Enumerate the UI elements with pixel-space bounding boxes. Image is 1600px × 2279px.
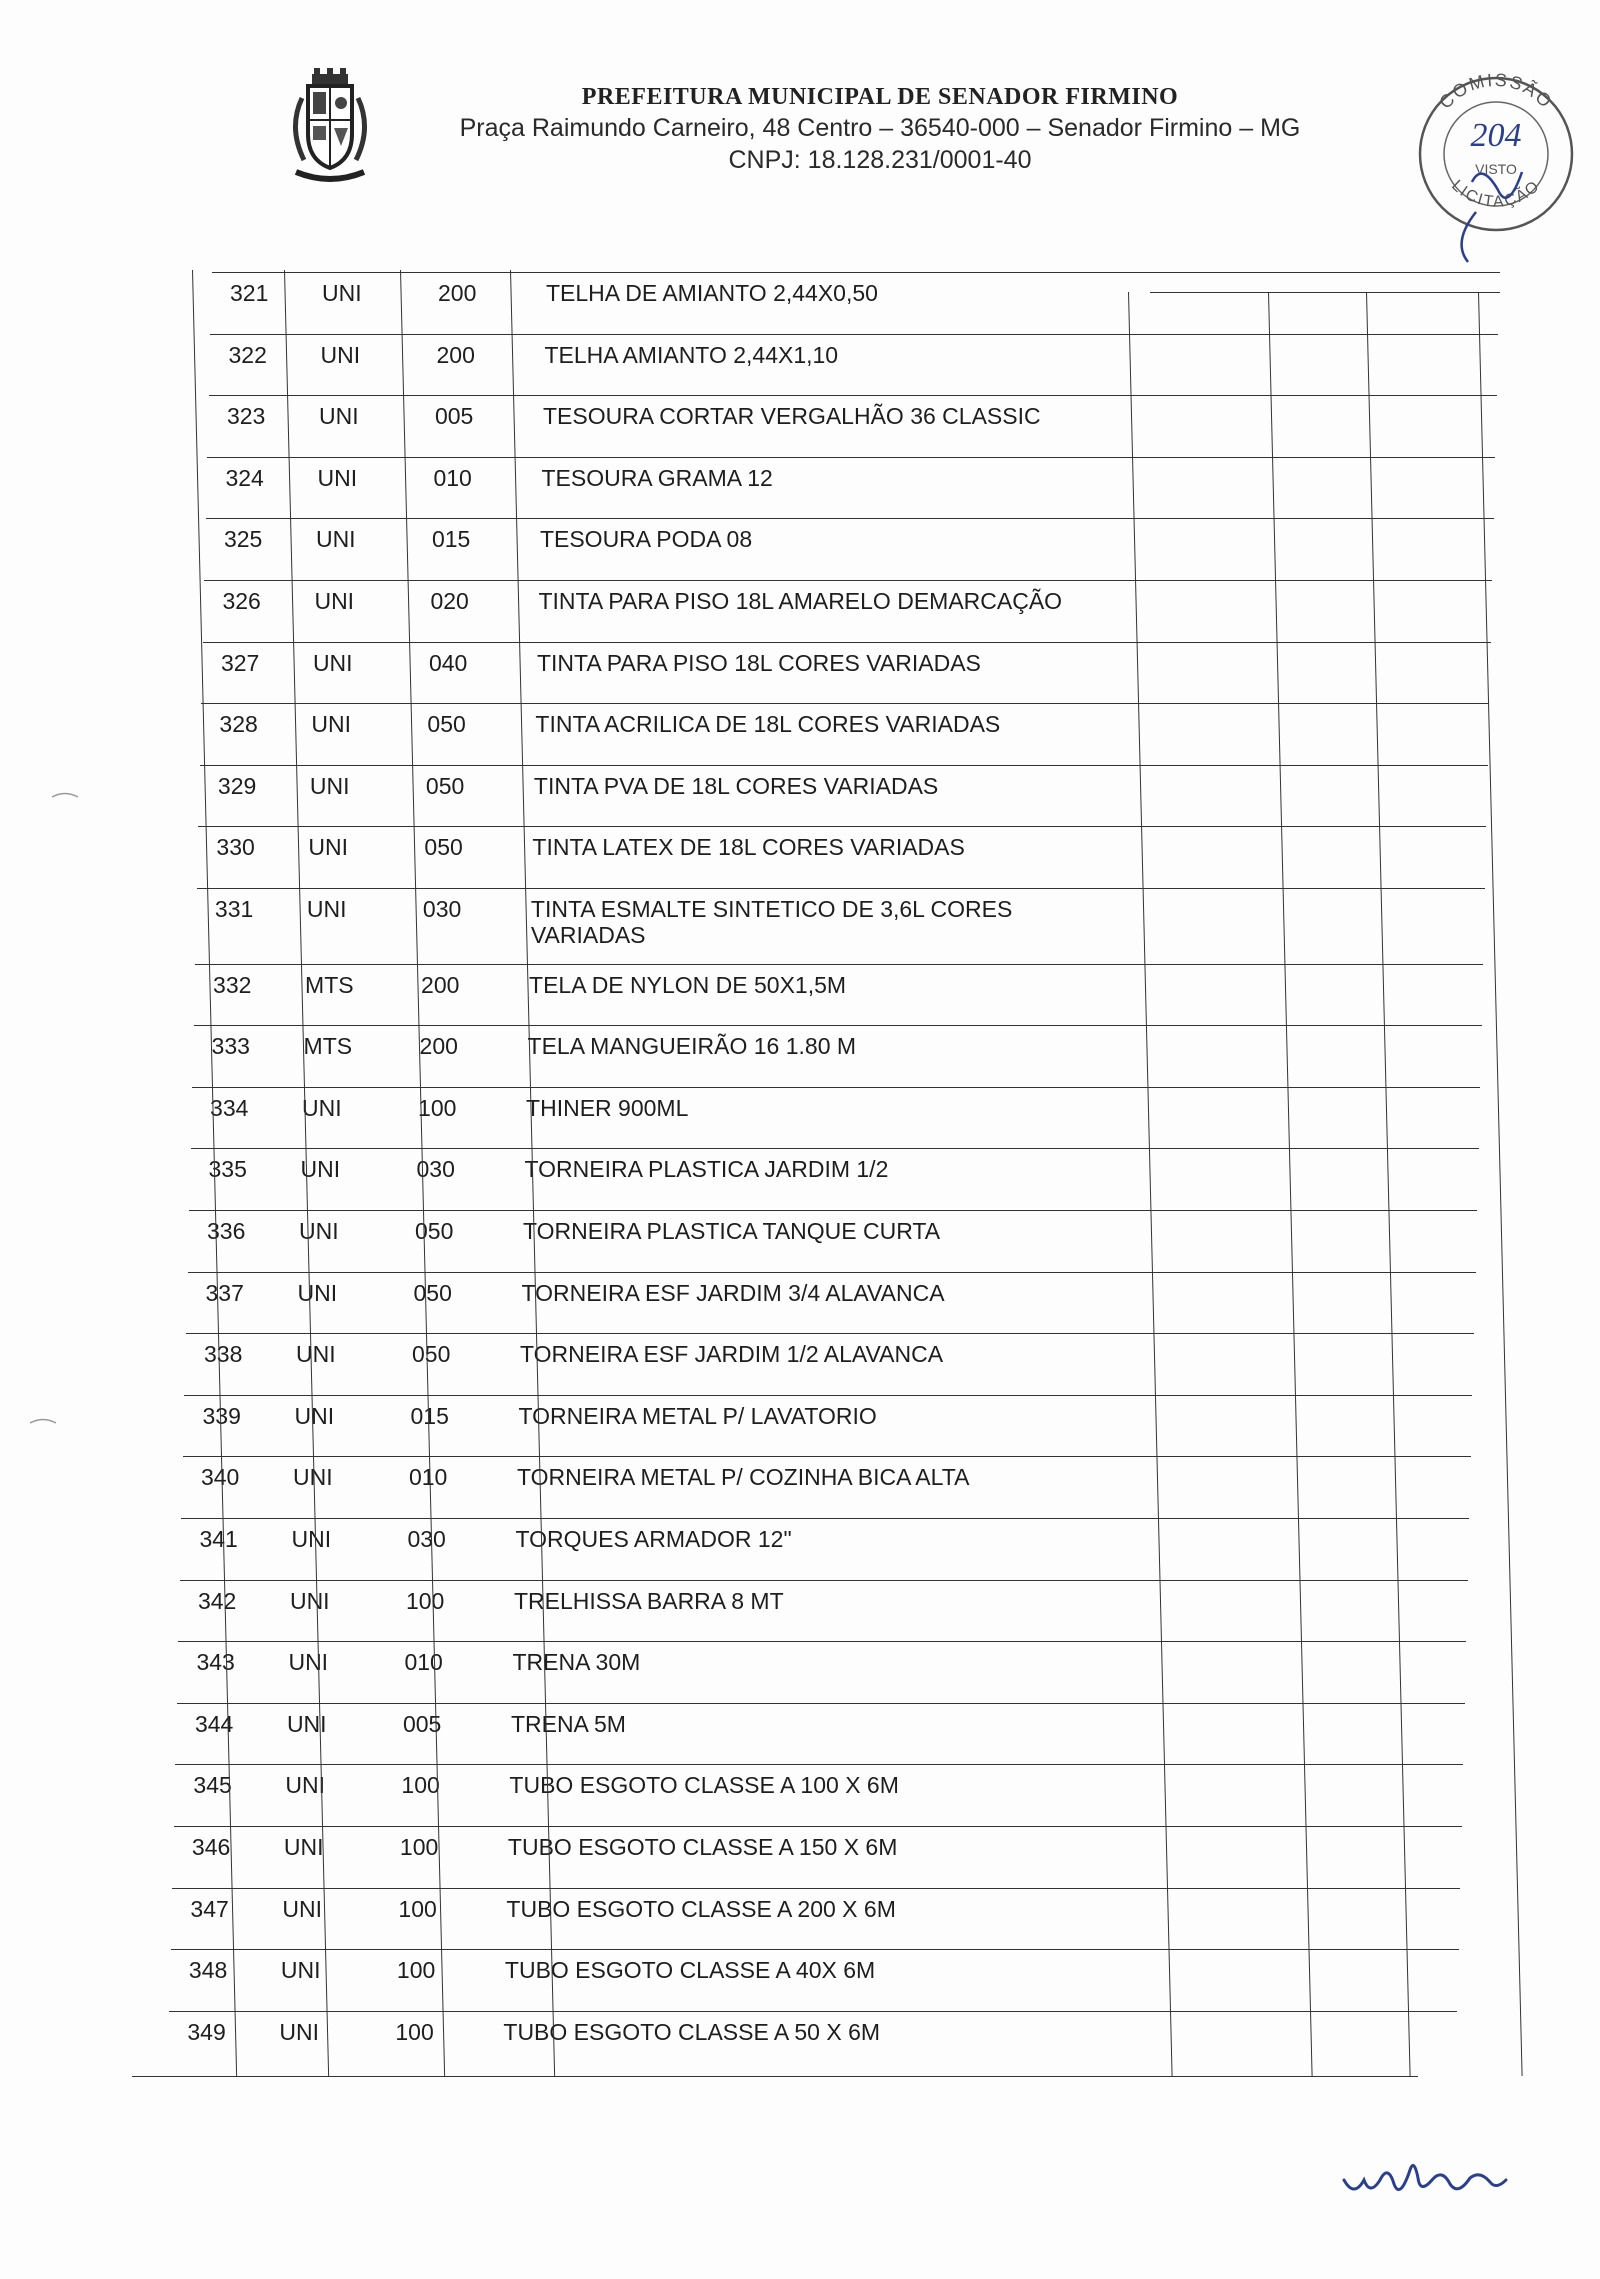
unit-cell: UNI — [292, 1464, 333, 1491]
item-number: 345 — [193, 1772, 232, 1799]
unit-cell: MTS — [305, 971, 354, 998]
item-number: 346 — [191, 1834, 231, 1860]
unit-cell: UNI — [288, 1649, 329, 1676]
item-number: 348 — [188, 1957, 228, 1984]
description-cell: TELA MANGUEIRÃO 16 1.80 M — [527, 1033, 857, 1060]
table-rule — [174, 1826, 1462, 1827]
table-row — [0, 1578, 1600, 1640]
description-cell: TESOURA GRAMA 12 — [541, 464, 773, 491]
table-rule — [184, 1395, 1472, 1396]
item-number: 349 — [187, 2018, 226, 2045]
table-row — [0, 1208, 1600, 1270]
table-rule — [206, 518, 1494, 519]
unit-cell: UNI — [291, 1526, 332, 1552]
unit-cell: UNI — [314, 588, 355, 614]
description-cell: TORNEIRA PLASTICA TANQUE CURTA — [523, 1218, 941, 1244]
table-row — [0, 640, 1600, 702]
item-number: 324 — [225, 464, 264, 491]
table-rule — [212, 272, 1500, 273]
unit-cell: UNI — [286, 1710, 327, 1737]
quantity-cell: 030 — [407, 1526, 446, 1552]
address-line: Praça Raimundo Carneiro, 48 Centro – 36540-000 – Senador Firmino – MG — [459, 114, 1301, 142]
quantity-cell: 050 — [427, 711, 466, 738]
table-row — [0, 886, 1600, 962]
table-row — [0, 1639, 1600, 1701]
item-number: 335 — [208, 1156, 247, 1183]
table-row — [0, 962, 1600, 1024]
description-cell: TRELHISSA BARRA 8 MT — [513, 1587, 784, 1614]
description-cell: TRENA 30M — [512, 1649, 641, 1676]
quantity-cell: 020 — [430, 588, 469, 614]
table-row — [0, 393, 1600, 455]
quantity-cell: 050 — [415, 1218, 454, 1244]
quantity-cell: 050 — [425, 772, 465, 799]
quantity-cell: 200 — [419, 1033, 458, 1060]
table-row — [0, 2009, 1600, 2071]
item-number: 339 — [202, 1402, 241, 1429]
description-cell: TUBO ESGOTO CLASSE A 100 X 6M — [509, 1772, 899, 1799]
item-number: 330 — [216, 834, 255, 861]
item-number: 331 — [214, 896, 254, 922]
quantity-cell: 050 — [424, 834, 463, 861]
quantity-cell: 200 — [436, 341, 475, 368]
table-rule — [200, 765, 1488, 766]
table-row — [0, 1270, 1600, 1332]
description-cell: TESOURA PODA 08 — [539, 526, 753, 553]
table-row — [0, 1516, 1600, 1578]
unit-cell: UNI — [299, 1218, 339, 1244]
quantity-cell: 015 — [431, 526, 471, 553]
quantity-cell: 100 — [405, 1587, 445, 1614]
quantity-cell: 100 — [401, 1772, 440, 1799]
item-number: 323 — [226, 403, 266, 430]
quantity-cell: 030 — [416, 1156, 455, 1183]
unit-cell: UNI — [279, 2018, 320, 2045]
item-number: 333 — [211, 1033, 250, 1060]
quantity-cell: 030 — [422, 896, 462, 922]
quantity-cell: 040 — [428, 649, 468, 676]
unit-cell: UNI — [317, 464, 358, 491]
unit-cell: UNI — [280, 1957, 321, 1984]
table-rule — [175, 1764, 1463, 1765]
unit-cell: UNI — [318, 403, 359, 430]
table-rule — [195, 964, 1483, 965]
item-number: 341 — [199, 1526, 238, 1552]
item-number: 327 — [220, 649, 260, 676]
svg-text:204: 204 — [1470, 117, 1522, 154]
description-cell: TUBO ESGOTO CLASSE A 40X 6M — [504, 1957, 876, 1984]
unit-cell: UNI — [315, 526, 356, 553]
quantity-cell: 100 — [398, 1895, 437, 1922]
unit-cell: UNI — [283, 1834, 324, 1860]
description-cell: TINTA PARA PISO 18L AMARELO DEMARCAÇÃO — [538, 588, 1063, 614]
item-number: 337 — [205, 1279, 244, 1306]
item-number: 342 — [197, 1587, 237, 1614]
table-row — [0, 701, 1600, 763]
table-row — [0, 516, 1600, 578]
table-row — [0, 1762, 1600, 1824]
table-rule — [191, 1148, 1479, 1149]
item-number: 334 — [210, 1094, 249, 1121]
item-number: 340 — [200, 1464, 240, 1491]
quantity-cell: 050 — [413, 1279, 452, 1306]
description-cell: TELHA DE AMIANTO 2,44X0,50 — [546, 280, 878, 306]
description-cell: TINTA LATEX DE 18L CORES VARIADAS — [532, 834, 965, 861]
description-cell: TORNEIRA METAL P/ COZINHA BICA ALTA — [516, 1464, 970, 1491]
table-rule — [186, 1333, 1474, 1334]
quantity-cell: 100 — [418, 1094, 457, 1121]
quantity-cell: 200 — [421, 971, 460, 998]
item-number: 336 — [207, 1218, 246, 1244]
description-cell: TINTA PVA DE 18L CORES VARIADAS — [533, 772, 939, 799]
unit-cell: UNI — [311, 711, 352, 738]
svg-text:COMISSÃO: COMISSÃO — [1435, 69, 1557, 113]
item-number: 325 — [223, 526, 263, 553]
item-number: 338 — [204, 1341, 243, 1368]
item-number: 328 — [219, 711, 258, 738]
table-row — [0, 1146, 1600, 1208]
table-row — [0, 578, 1600, 640]
unit-cell: UNI — [289, 1587, 330, 1614]
table-rule — [177, 1703, 1465, 1704]
unit-cell: UNI — [285, 1772, 326, 1799]
table-row — [0, 763, 1600, 825]
description-cell: TELHA AMIANTO 2,44X1,10 — [544, 341, 839, 368]
page-title: PREFEITURA MUNICIPAL DE SENADOR FIRMINO — [581, 84, 1179, 110]
table-row — [0, 332, 1600, 394]
table-rule — [132, 2076, 1418, 2077]
table-rule — [180, 1580, 1468, 1581]
description-cell: THINER 900ML — [526, 1094, 689, 1121]
svg-text:VISTO: VISTO — [1475, 161, 1517, 177]
quantity-cell: 200 — [438, 280, 477, 306]
unit-cell: UNI — [294, 1402, 335, 1429]
table-row — [0, 1886, 1600, 1948]
description-cell: TORNEIRA METAL P/ LAVATORIO — [518, 1402, 877, 1429]
item-number: 332 — [213, 971, 252, 998]
description-cell: TINTA ACRILICA DE 18L CORES VARIADAS — [535, 711, 1001, 738]
description-cell: TUBO ESGOTO CLASSE A 150 X 6M — [507, 1834, 898, 1860]
table-rule — [188, 1272, 1476, 1273]
item-number: 344 — [194, 1710, 234, 1737]
description-cell: TORQUES ARMADOR 12" — [515, 1526, 792, 1552]
scan-mark — [52, 792, 78, 798]
quantity-cell: 005 — [402, 1710, 442, 1737]
quantity-cell: 100 — [396, 1957, 436, 1984]
unit-cell: UNI — [300, 1156, 341, 1183]
table-rule — [172, 1888, 1460, 1889]
quantity-cell: 050 — [412, 1341, 451, 1368]
description-cell: TORNEIRA ESF JARDIM 3/4 ALAVANCA — [521, 1279, 945, 1306]
quantity-cell: 010 — [404, 1649, 443, 1676]
description-cell: TESOURA CORTAR VERGALHÃO 36 CLASSIC — [542, 403, 1041, 430]
table-row — [0, 455, 1600, 517]
table-rule — [169, 2011, 1457, 2012]
table-rule — [197, 888, 1485, 889]
scan-mark — [30, 1418, 56, 1424]
table-row — [0, 1331, 1600, 1393]
table-row — [0, 1023, 1600, 1085]
cnpj-line: CNPJ: 18.128.231/0001-40 — [728, 146, 1032, 174]
table-row — [0, 1393, 1600, 1455]
item-number: 343 — [196, 1649, 235, 1676]
unit-cell: UNI — [320, 341, 361, 368]
description-cell: TINTA ESMALTE SINTETICO DE 3,6L CORES VARIADAS — [530, 896, 1013, 948]
quantity-cell: 010 — [433, 464, 472, 491]
item-number: 329 — [217, 772, 257, 799]
description-cell: TELA DE NYLON DE 50X1,5M — [529, 971, 847, 998]
table-rule — [201, 703, 1489, 704]
table-row — [0, 824, 1600, 886]
item-number: 321 — [230, 280, 269, 306]
table-rule — [203, 642, 1491, 643]
unit-cell: MTS — [303, 1033, 353, 1060]
table-row — [0, 1085, 1600, 1147]
unit-cell: UNI — [297, 1279, 338, 1306]
quantity-cell: 005 — [434, 403, 474, 430]
table-rule — [204, 580, 1492, 581]
table-rule — [1150, 292, 1500, 293]
table-rule — [171, 1949, 1459, 1950]
table-rule — [189, 1210, 1477, 1211]
table-rule — [207, 457, 1495, 458]
unit-cell: UNI — [296, 1341, 336, 1368]
item-number: 347 — [190, 1895, 229, 1922]
description-cell: TUBO ESGOTO CLASSE A 200 X 6M — [506, 1895, 896, 1922]
description-cell: TORNEIRA PLASTICA JARDIM 1/2 — [524, 1156, 889, 1183]
table-row — [0, 1824, 1600, 1886]
table-rule — [181, 1518, 1469, 1519]
table-rule — [178, 1641, 1466, 1642]
quantity-cell: 100 — [399, 1834, 439, 1860]
unit-cell: UNI — [322, 280, 362, 306]
description-cell: TORNEIRA ESF JARDIM 1/2 ALAVANCA — [520, 1341, 944, 1368]
table-rule — [183, 1456, 1471, 1457]
item-number: 322 — [228, 341, 267, 368]
table-rule — [198, 826, 1486, 827]
item-number: 326 — [222, 588, 261, 614]
description-cell: TRENA 5M — [510, 1710, 626, 1737]
quantity-cell: 015 — [410, 1402, 449, 1429]
unit-cell: UNI — [302, 1094, 342, 1121]
svg-text:LICITAÇÃO: LICITAÇÃO — [1448, 177, 1544, 211]
description-cell: TINTA PARA PISO 18L CORES VARIADAS — [536, 649, 981, 676]
table-row — [0, 1454, 1600, 1516]
unit-cell: UNI — [282, 1895, 323, 1922]
table-rule — [194, 1025, 1482, 1026]
unit-cell: UNI — [308, 834, 349, 861]
unit-cell: UNI — [306, 896, 347, 922]
description-cell: TUBO ESGOTO CLASSE A 50 X 6M — [503, 2018, 881, 2045]
table-rule — [210, 334, 1498, 335]
table-row — [0, 1701, 1600, 1763]
table-row — [0, 270, 1600, 332]
unit-cell: UNI — [309, 772, 350, 799]
quantity-cell: 010 — [408, 1464, 448, 1491]
quantity-cell: 100 — [395, 2018, 434, 2045]
table-row — [0, 1947, 1600, 2009]
handwritten-signature-icon — [1340, 2150, 1510, 2210]
unit-cell: UNI — [312, 649, 353, 676]
